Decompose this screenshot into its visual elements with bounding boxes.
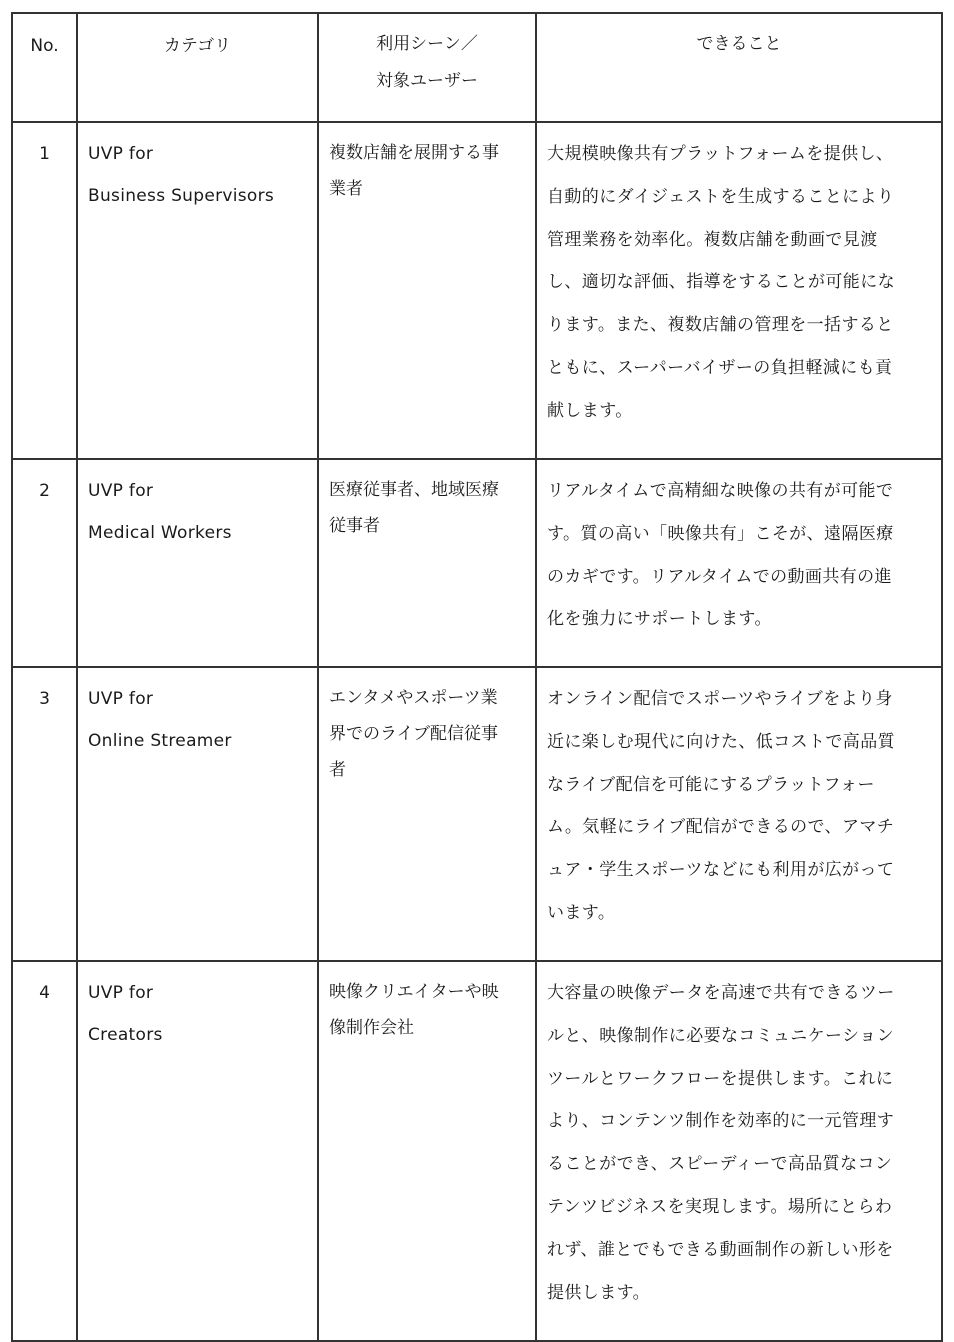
row-number: 4 (12, 961, 77, 1341)
row-category (77, 961, 318, 1341)
can-do-line: ュア・学生スポーツなどにも利用が広がって (547, 860, 895, 881)
header-no: No. (12, 13, 77, 122)
can-do-line: のカギです。リアルタイムでの動画共有の進 (547, 566, 892, 587)
table-row (12, 961, 942, 1341)
table-row (12, 459, 942, 667)
row-can-do (536, 961, 942, 1341)
row-scene (318, 122, 536, 459)
can-do-line: 大規模映像共有プラットフォームを提供し、 (547, 144, 894, 164)
can-do-line: ツールとワークフローを提供します。これに (547, 1068, 894, 1089)
can-do-line: 近に楽しむ現代に向けた、低コストで高品質 (547, 731, 895, 752)
category-line: Creators (88, 1025, 163, 1045)
header-scene-line1: 利用シーン／ (376, 34, 478, 54)
can-do-line: リアルタイムで高精細な映像の共有が可能で (547, 481, 894, 501)
row-category (77, 667, 318, 961)
category-line: Online Streamer (88, 731, 232, 751)
can-do-line: います。 (547, 902, 616, 923)
header-row (12, 13, 942, 122)
can-do-line: 献します。 (547, 400, 633, 421)
category-line: UVP for (88, 983, 154, 1003)
row-category (77, 122, 318, 459)
category-line: Medical Workers (88, 523, 232, 543)
scene-line: 医療従事者、地域医療 (329, 480, 499, 500)
header-category: カテゴリ (77, 13, 318, 122)
can-do-line: なライブ配信を可能にするプラットフォー (547, 774, 875, 795)
row-scene (318, 667, 536, 961)
row-can-do (536, 667, 942, 961)
row-category (77, 459, 318, 667)
row-number: 2 (12, 459, 77, 667)
row-number: 1 (12, 122, 77, 459)
can-do-line: し、適切な評価、指導をすることが可能にな (547, 272, 895, 293)
can-do-line: ルと、映像制作に必要なコミュニケーション (547, 1025, 894, 1046)
can-do-line: 管理業務を効率化。複数店舗を動画で見渡 (547, 229, 878, 250)
can-do-line: より、コンテンツ制作を効率的に一元管理す (547, 1111, 895, 1132)
scene-line: エンタメやスポーツ業 (329, 688, 498, 708)
row-can-do (536, 122, 942, 459)
header-scene (318, 13, 536, 122)
scene-line: 界でのライブ配信従事 (329, 724, 498, 744)
scene-line: 像制作会社 (329, 1018, 414, 1038)
can-do-line: ム。気軽にライブ配信ができるので、アマチ (547, 817, 895, 838)
can-do-line: れず、誰とでもできる動画制作の新しい形を (547, 1239, 894, 1260)
table-row (12, 667, 942, 961)
scene-line: 者 (329, 760, 346, 780)
row-number: 3 (12, 667, 77, 961)
can-do-line: 大容量の映像データを高速で共有できるツー (547, 983, 895, 1003)
can-do-line: す。質の高い「映像共有」こそが、遠隔医療 (547, 523, 894, 544)
can-do-line: ともに、スーパーバイザーの負担軽減にも貢 (547, 357, 893, 378)
category-line: UVP for (88, 689, 154, 709)
can-do-line: ることができ、スピーディーで高品質なコン (547, 1154, 893, 1175)
scene-line: 複数店舗を展開する事 (329, 143, 499, 163)
can-do-line: オンライン配信でスポーツやライブをより身 (547, 689, 893, 709)
category-line: UVP for (88, 481, 154, 501)
row-scene (318, 961, 536, 1341)
can-do-line: テンツビジネスを実現します。場所にとらわ (547, 1196, 893, 1217)
header-can-do: できること (536, 13, 942, 122)
uvp-table (11, 12, 943, 1342)
can-do-line: ります。また、複数店舗の管理を一括すると (547, 315, 894, 336)
row-scene (318, 459, 536, 667)
header-scene-line2: 対象ユーザー (376, 71, 478, 91)
category-line: UVP for (88, 144, 154, 164)
scene-line: 従事者 (329, 516, 380, 536)
scene-line: 業者 (329, 179, 363, 199)
category-line: Business Supervisors (88, 186, 275, 206)
can-do-line: 提供します。 (547, 1282, 651, 1303)
scene-line: 映像クリエイターや映 (329, 982, 499, 1002)
can-do-line: 自動的にダイジェストを生成することにより (547, 186, 895, 207)
can-do-line: 化を強力にサポートします。 (547, 609, 772, 630)
row-can-do (536, 459, 942, 667)
table-row (12, 122, 942, 459)
